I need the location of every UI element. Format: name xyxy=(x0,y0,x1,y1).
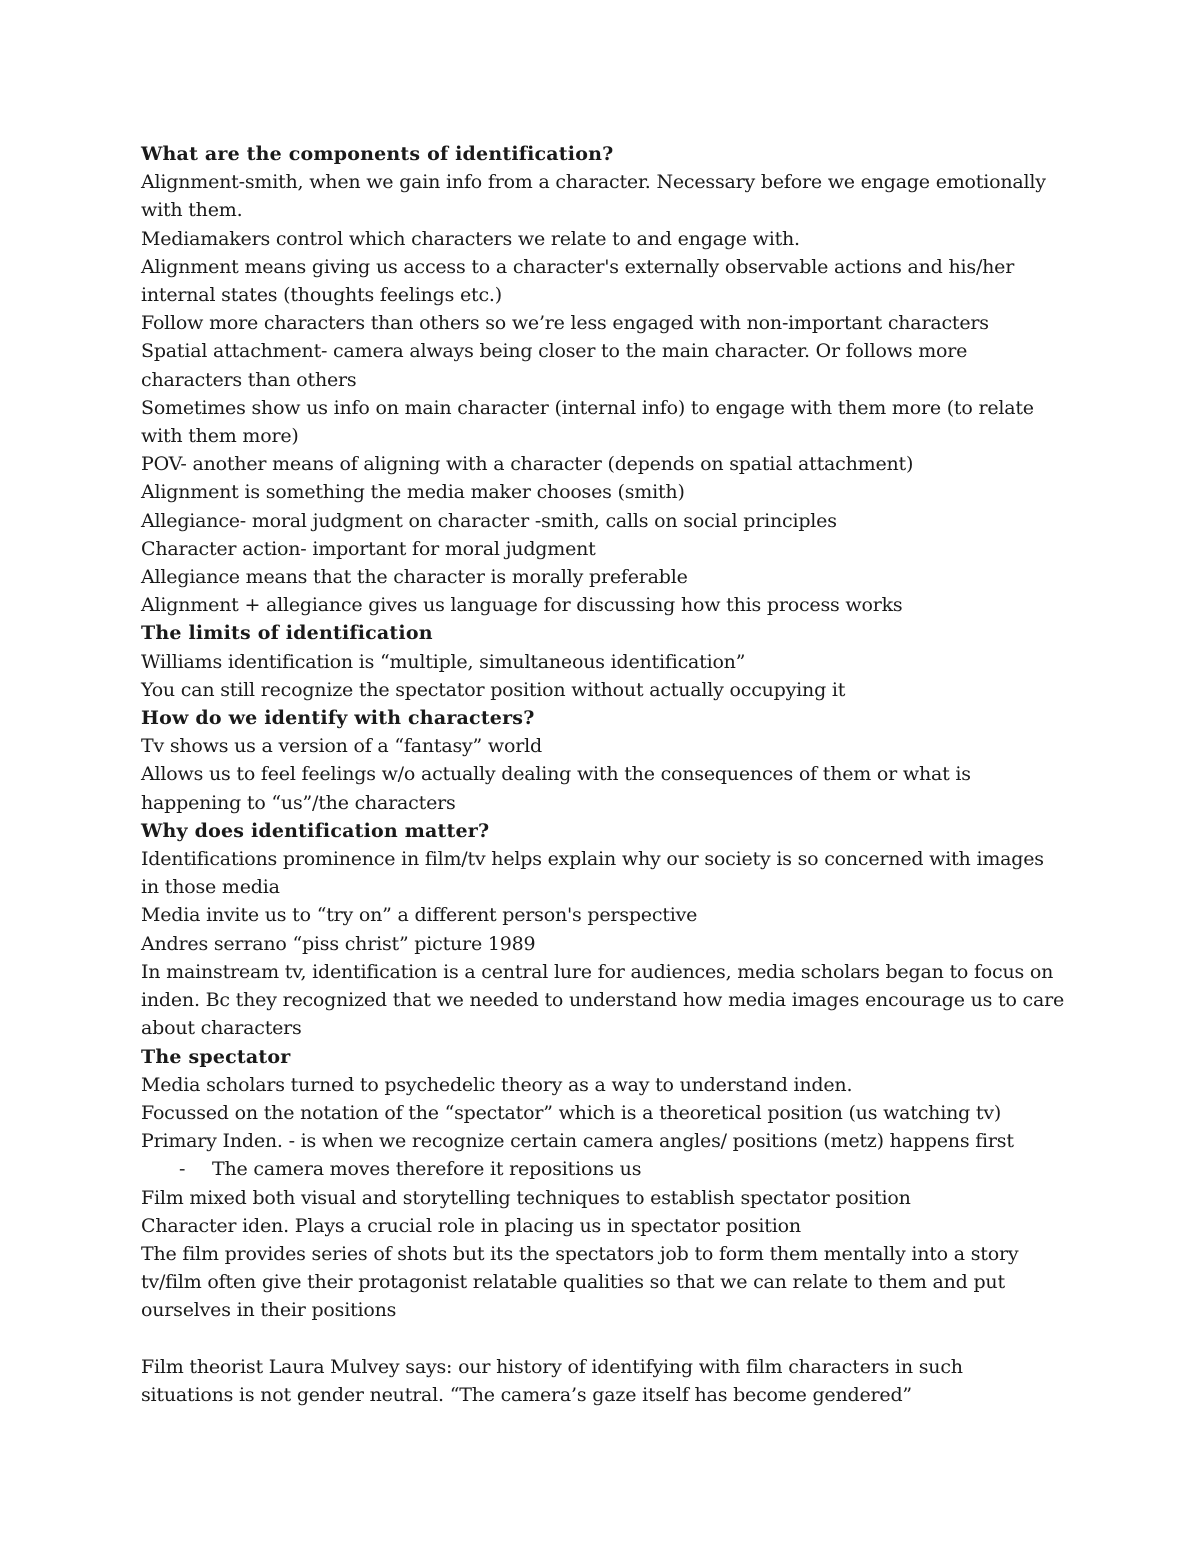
text-line: The film provides series of shots but its the spectators job to form them mentally into a story xyxy=(141,1242,1019,1265)
text-line: Sometimes show us info on main character (internal info) to engage with them more (to relate xyxy=(141,396,1034,419)
section-heading: What are the components of identification? xyxy=(141,143,614,165)
document-body xyxy=(141,140,1071,1409)
section-heading: Why does identification matter? xyxy=(141,819,490,842)
text-line: situations is not gender neutral. “The camera’s gaze itself has become gendered” xyxy=(141,1383,912,1406)
text-line: about characters xyxy=(141,1017,302,1040)
section-heading: The limits of identification xyxy=(141,622,433,645)
text-line: Andres serrano “piss christ” picture 1989 xyxy=(141,932,536,955)
text-line: Alignment means giving us access to a character's externally observable actions and his/her xyxy=(141,255,1015,278)
text-line: in those media xyxy=(141,876,280,899)
text-line: with them. xyxy=(141,199,243,222)
text-line: In mainstream tv, identification is a central lure for audiences, media scholars began to focus on xyxy=(141,960,1054,983)
text-line: Williams identification is “multiple, simultaneous identification” xyxy=(141,650,746,673)
text-line: Alignment-smith, when we gain info from a character. Necessary before we engage emotionally xyxy=(141,171,1046,194)
blank-line xyxy=(141,1325,1071,1353)
section-heading: How do we identify with characters? xyxy=(141,707,535,730)
text-line: Character action- important for moral judgment xyxy=(141,537,596,560)
text-line: Allows us to feel feelings w/o actually dealing with the consequences of them or what is xyxy=(141,763,971,786)
text-line: Film theorist Laura Mulvey says: our history of identifying with film characters in such xyxy=(141,1355,963,1378)
text-line: Focussed on the notation of the “spectator” which is a theoretical position (us watching tv) xyxy=(141,1101,1002,1124)
text-line: Mediamakers control which characters we relate to and engage with. xyxy=(141,227,800,250)
text-line: Character iden. Plays a crucial role in placing us in spectator position xyxy=(141,1214,801,1237)
text-line: You can still recognize the spectator position without actually occupying it xyxy=(141,678,846,701)
text-line: Tv shows us a version of a “fantasy” world xyxy=(141,735,542,758)
bullet-item xyxy=(141,1155,1071,1183)
text-line: Allegiance means that the character is morally preferable xyxy=(141,566,688,589)
bullet-text: The camera moves therefore it repositions us xyxy=(212,1158,642,1181)
section-heading: The spectator xyxy=(141,1045,291,1068)
text-line: Alignment + allegiance gives us language for discussing how this process works xyxy=(141,594,903,617)
text-line: Allegiance- moral judgment on character -smith, calls on social principles xyxy=(141,509,837,532)
text-line: Identifications prominence in film/tv helps explain why our society is so concerned with images xyxy=(141,848,1044,871)
bullet-marker: - xyxy=(179,1158,186,1181)
text-line: happening to “us”/the characters xyxy=(141,791,456,814)
text-line: Media scholars turned to psychedelic theory as a way to understand inden. xyxy=(141,1073,853,1096)
text-line: internal states (thoughts feelings etc.) xyxy=(141,284,502,307)
text-line: Media invite us to “try on” a different person's perspective xyxy=(141,904,698,927)
text-line: Spatial attachment- camera always being closer to the main character. Or follows more xyxy=(141,340,968,363)
text-line: ourselves in their positions xyxy=(141,1299,397,1322)
text-line: Primary Inden. - is when we recognize certain camera angles/ positions (metz) happens first xyxy=(141,1130,1014,1153)
text-line: Alignment is something the media maker chooses (smith) xyxy=(141,481,685,504)
text-line: POV- another means of aligning with a character (depends on spatial attachment) xyxy=(141,453,914,476)
text-line: inden. Bc they recognized that we needed to understand how media images encourage us to care xyxy=(141,989,1065,1012)
text-line: tv/film often give their protagonist relatable qualities so that we can relate to them and put xyxy=(141,1271,1005,1294)
text-line: Film mixed both visual and storytelling techniques to establish spectator position xyxy=(141,1186,911,1209)
text-line: characters than others xyxy=(141,368,357,391)
text-line: Follow more characters than others so we’re less engaged with non-important characters xyxy=(141,312,989,335)
text-line: with them more) xyxy=(141,425,299,448)
